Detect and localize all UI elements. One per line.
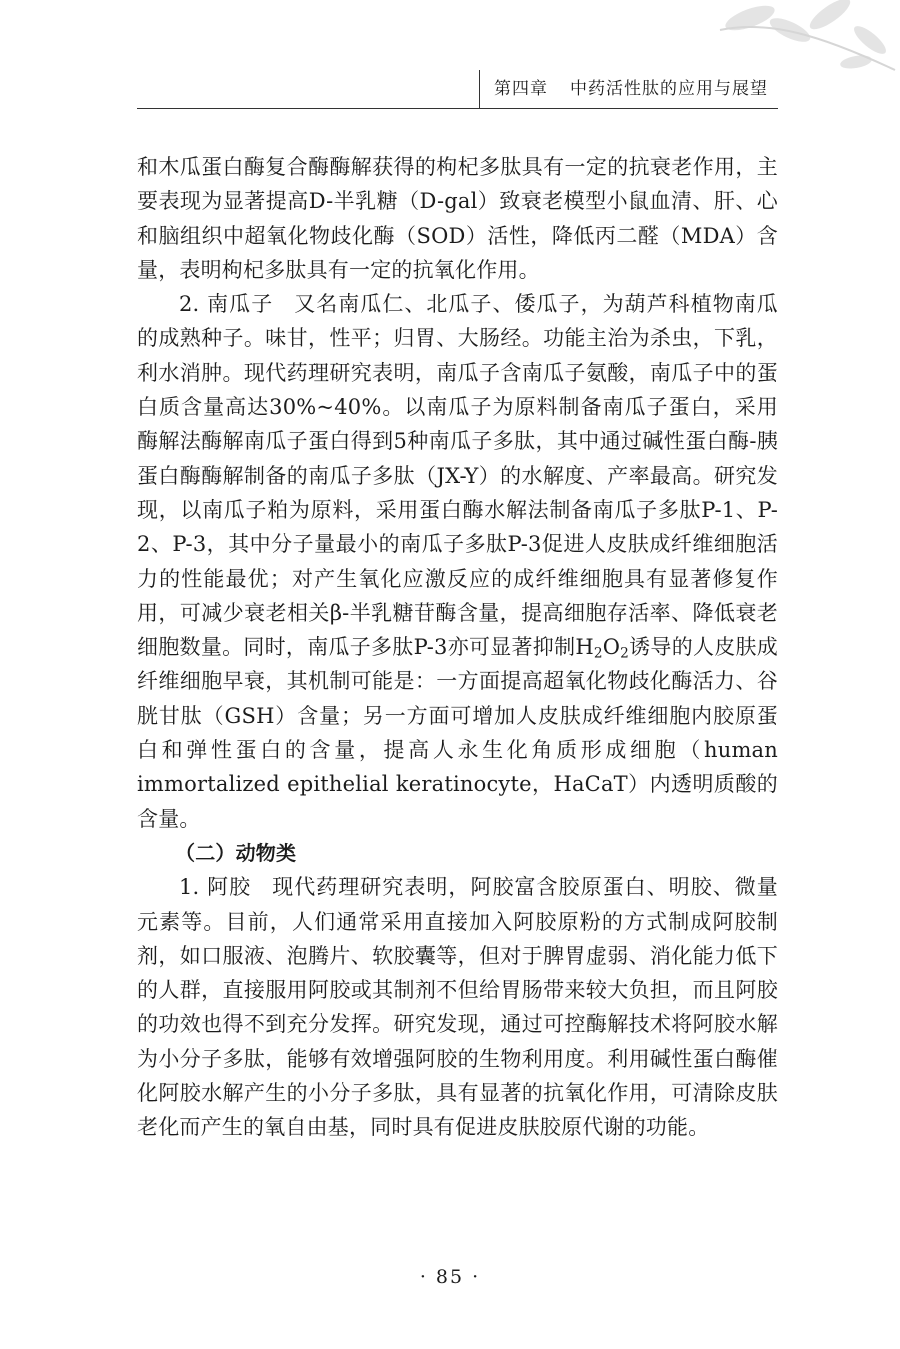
term-pumpkin-seed: 2. 南瓜子 — [179, 292, 274, 317]
section-heading-animals: （二）动物类 — [175, 840, 297, 865]
chapter-title: 中药活性肽的应用与展望 — [570, 79, 768, 99]
paragraph-pumpkin-seed — [137, 287, 778, 836]
chapter-number: 第四章 — [494, 79, 548, 99]
page-number: · 85 · — [419, 1266, 481, 1288]
running-header — [137, 70, 778, 109]
chapter-title-box — [479, 70, 778, 108]
paragraph-goji-continuation: 和木瓜蛋白酶复合酶酶解获得的枸杞多肽具有一定的抗衰老作用，主要表现为显著提高D-半乳糖（D-gal）致衰老模型小鼠血清、肝、心和脑组织中超氧化物歧化酶（SOD）活性，降低丙二醛（MDA）含量，表明枸杞多肽具有一定的抗氧化作用。 — [137, 155, 778, 282]
paragraph-ejiao — [137, 870, 778, 1144]
h2o2-formula: $H_2O_2$ — [575, 635, 630, 662]
term-ejiao: 1. 阿胶 — [179, 875, 252, 900]
pumpkin-seed-text-a: 又名南瓜仁、北瓜子、倭瓜子，为葫芦科植物南瓜的成熟种子。味甘，性平；归胃、大肠经。功能主治为杀虫，下乳，利水消肿。现代药理研究表明，南瓜子含南瓜子氨酸，南瓜子中的蛋白质含量高达30%~40%。以南瓜子为原料制备南瓜子蛋白，采用酶解法酶解南瓜子蛋白得到5种南瓜子多肽，其中通过碱性蛋白酶-胰蛋白酶酶解制备的南瓜子多肽（JX-Y）的水解度、产率最高。研究发现，以南瓜子粕为原料，采用蛋白酶水解法制备南瓜子多肽P-1、P-2、P-3，其中分子量最小的南瓜子多肽P-3促进人皮肤成纤维细胞活力的性能最优；对产生氧化应激反应的成纤维细胞具有显著修复作用，可减少衰老相关β-半乳糖苷酶含量，提高细胞存活率、降低衰老细胞数量。同时，南瓜子多肽P-3亦可显著抑制 — [137, 292, 778, 660]
pumpkin-seed-text-b: 诱导的人皮肤成纤维细胞早衰，其机制可能是：一方面提高超氧化物歧化酶活力、谷胱甘肽（GSH）含量；另一方面可增加人皮肤成纤维细胞内胶原蛋白和弹性蛋白的含量，提高人永生化角质形成细胞（human immortalized epithelial keratinocyte，HaCaT）内透明质酸的含量。 — [137, 635, 778, 831]
ejiao-text: 现代药理研究表明，阿胶富含胶原蛋白、明胶、微量元素等。目前，人们通常采用直接加入阿胶原粉的方式制成阿胶制剂，如口服液、泡腾片、软胶囊等，但对于脾胃虚弱、消化能力低下的人群，直接服用阿胶或其制剂不但给胃肠带来较大负担，而且阿胶的功效也得不到充分发挥。研究发现，通过可控酶解技术将阿胶水解为小分子多肽，能够有效增强阿胶的生物利用度。利用碱性蛋白酶催化阿胶水解产生的小分子多肽，具有显著的抗氧化作用，可清除皮肤老化而产生的氧自由基，同时具有促进皮肤胶原代谢的功能。 — [137, 875, 778, 1140]
page-body — [137, 150, 778, 1145]
leaf-decoration — [680, 0, 900, 80]
